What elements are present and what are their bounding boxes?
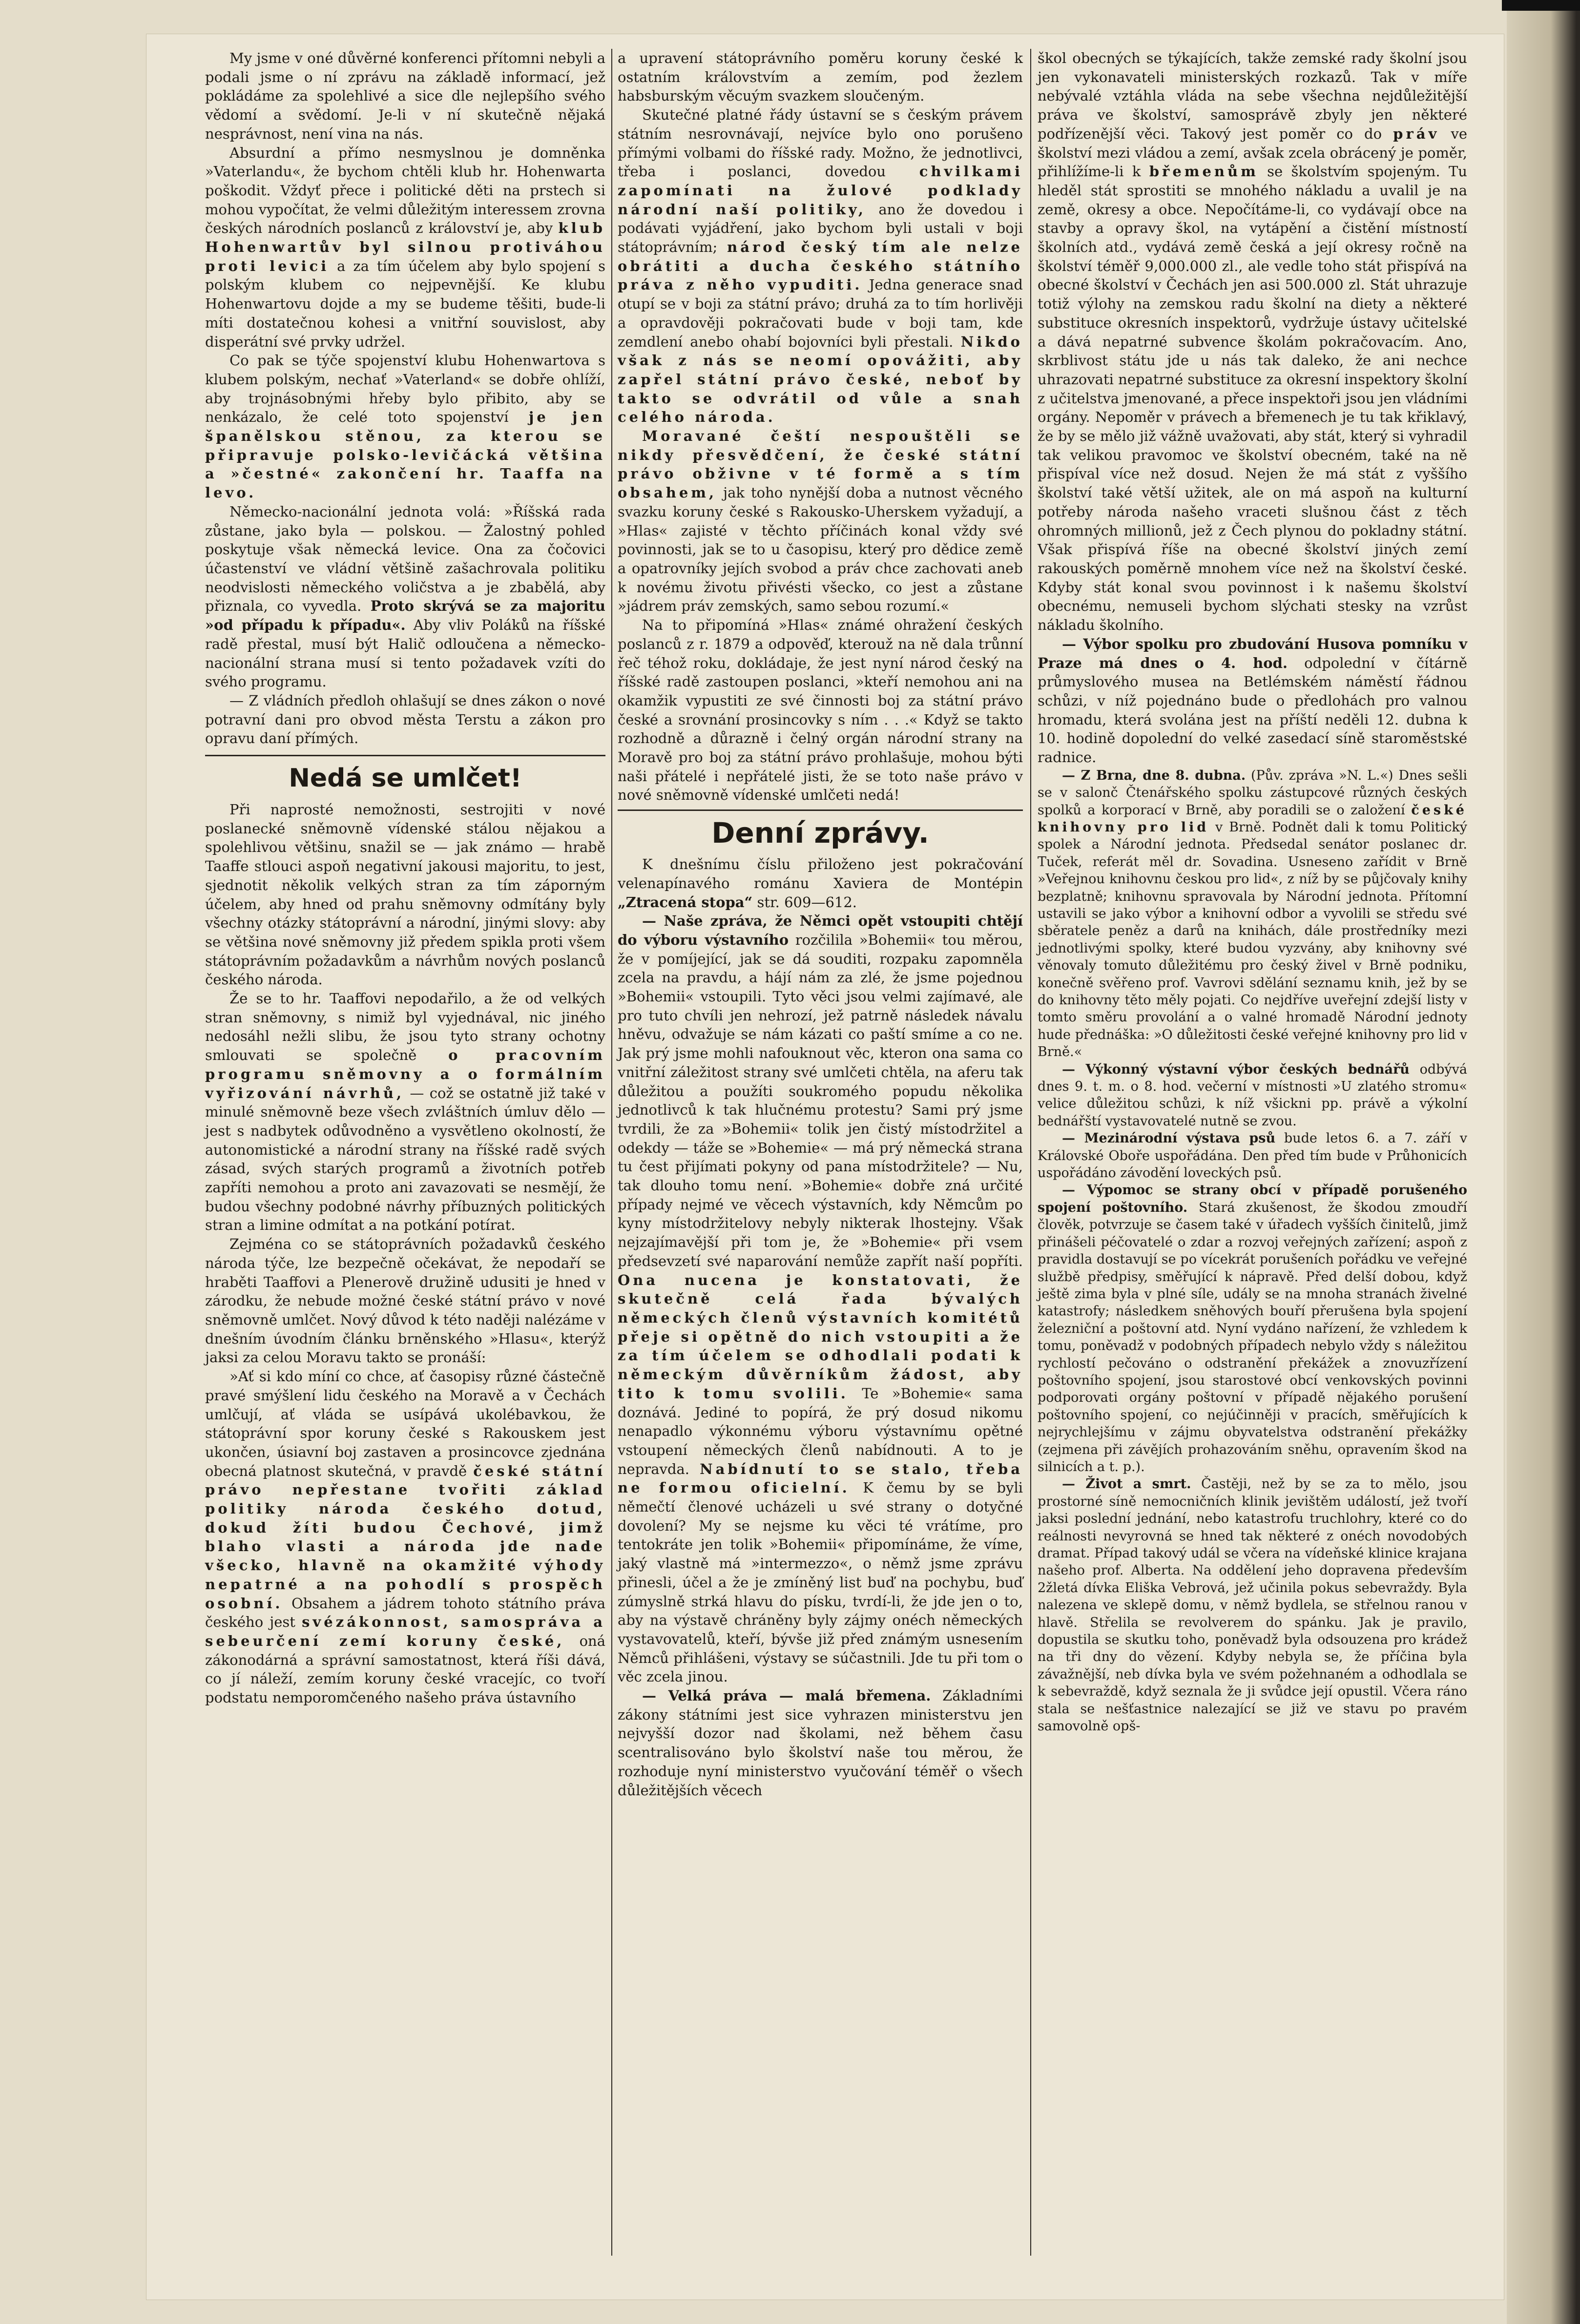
paragraph: — Výkonný výstavní výbor českých bednářů odbývá dnes 9. t. m. o 8. hod. večerní v místnosti »U zlatého stromu« velice důležitou schůzi, k níž všickni pp. právě a výkolní bednářští vystavovatelé nutně se zvou. [1038, 1061, 1467, 1129]
paragraph: Skutečné platné řády ústavní se s českým právem státním nesrovnávají, nejvíce bylo ono porušeno přímými volbami do říšské rady. Možno, že jednotlivci, třeba i poslanci, dovedou chvilkami zapomínati na žulové podklady národní naší politiky, ano že dovedou i podávati vyjádření, jako bychom byli ustali v boji státoprávním; národ český tím ale nelze obrátiti a ducha českého státního práva z něho vypuditi. Jedna generace snad otupí se v boji za státní právo; druhá za to tím horlivěji a opravdověji pokračovati bude v boji tam, kde zemdlení anebo ohabí bojovníci byli přestali. Nikdo však z nás se neomí opovážiti, aby zapřel státní právo české, neboť by takto se odvrátil od vůle a snah celého národa. [618, 106, 1023, 426]
paragraph: Moravané čeští nespouštěli se nikdy přesvědčení, že české státní právo obživne v té formě a s tím obsahem, jak toho nynější doba a nutnost věcného svazku koruny české s Rakousko-Uherskem vyžadují, a »Hlas« zajisté v těchto příčinách konal vždy své povinnosti, jak se to u časopisu, který pro dědice země a opatrovníky jejích svobod a práv chce zachovati aneb k novému životu přivésti všecko, co jest a zůstane »jádrem práv zemských, samo sebou rozumí.« [618, 428, 1023, 615]
paragraph: »Ať si kdo míní co chce, ať časopisy různé částečně pravé smýšlení lidu českého na Moravě a v Čechách umlčují, ať vláda se usípává ukolébavkou, že státoprávní spor koruny české s Rakouskem jest ukončen, úsiavní boj zastaven a prosincovce zjednána obecná platnost skutečná, v pravdě české státní právo nepřestane tvořiti základ politiky národa českého dotud, dokud žíti budou Čechové, jimž blaho vlasti a národa jde nade všecko, hlavně na okamžité výhody nepatrné a na pohodlí s prospěch osobní. Obsahem a jádrem tohoto státního práva českého jest svézákonnost, samospráva a sebeurčení zemí koruny české, oná zákonodárná a správní samostatnost, která říši dává, co jí náleží, zemím koruny české vracejíc, co tvoří podstatu nemporomčeného našeho práva ústavního [205, 1368, 606, 1706]
column-rule-1 [611, 49, 612, 2256]
paragraph: a upravení státoprávního poměru koruny české k ostatním královstvím a zemím, pod žezlem habsburským věcuým svazkem sloučeným. [618, 50, 1023, 104]
paragraph: — Velká práva — malá břemena. Základními zákony státními jest sice vyhrazen ministerstvu jen nejvyšší dozor nad školami, než během času scentralisováno bylo školství naše tou měrou, že rozhoduje nyní ministerstvo vyučování téměř o všech důležitějších věcech [618, 1687, 1023, 1799]
top-strip [1502, 0, 1580, 11]
column-2 [618, 49, 1023, 1800]
paragraph: My jsme v oné důvěrné konferenci přítomni nebyli a podali jsme o ní zprávu na základě informací, jež pokládáme za spolehlivé a sice dle nejlepšího svého vědomí a svědomí. Je-li v ní skutečně nějaká nesprávnost, není vina na nás. [205, 50, 605, 142]
paragraph: — Výpomoc se strany obcí v případě porušeného spojení poštovního. Stará zkušenost, že škodou zmoudří člověk, potvrzuje se časem také v úřadech vyšších činitelů, jimž přinášeli péčovatelé o zdar a rozvoj veřejných zařízení; aspoň z pravidla dostavují se po vícekrát porušeních pořádku ve veřejné službě předpisy, směřující k nápravě. Před delší dobou, když ještě zima byla v plné síle, udály se na mnoha stranách živelné katastrofy; následkem sněhových bouří přerušena byla spojení železniční a poštovní atd. Nyní vydáno nařízení, že vzhledem k tomu, poněvadž v podobných případech nebylo vždy s náležitou rychlostí pečováno o odstranění překážek a znovuzřízení poštovního spojení, jsou starostové obcí venkovských povinni podporovati orgány poštovní v případě nějakého porušení poštovního spojení, co nejúčinněji v pracích, směřujících k nejrychlejšímu v zájmu obyvatelstva odstranění překážky (zejmena při závějích prohazováním sněhu, opravením škod na silnicích a t. p.). [1038, 1183, 1467, 1474]
paragraph: Na to připomíná »Hlas« známé ohražení českých poslanců z r. 1879 a odpověď, kterouž na ně dala trůnní řeč téhož roku, dokládaje, že jest nyní národ český na říšské radě zastoupen poslanci, »kteří nemohou ani na okamžik vypustiti ze své činnosti boj za státní právo české a srovnání prosincovky s ním . . .« Když se takto rozhodně a důrazně i čelný orgán národní strany na Moravě pro boj za státní právo prohlašuje, mohou býti naši přátelé i nepřátelé jisti, že se toto naše právo v nové sněmovně vídenské umlčeti nedá! [618, 617, 1023, 804]
paragraph: Že se to hr. Taaffovi nepodařilo, a že od velkých stran sněmovny, s nimiž byl vyjednával, nic jiného nedosáhl nežli slibu, že jsou tyto strany ochotny smlouvati se společně o pracovním programu sněmovny a o formálním vyřizování návrhů, — což se ostatně již také v minulé sněmovně beze všech zvláštních úmluv dělo — jest s nadbytek odůvodněno a vysvětleno okolností, že autonomistické a národní strany na říšské radě svých zásad, svých starých programů a životních potřeb zapříti nemohou a proto ani zavazovati se nesmějí, že budou všechny podobné návrhy příbuzných politických stran a limine odmítat a na potkání potírat. [205, 990, 605, 1234]
paragraph: — Výbor spolku pro zbudování Husova pomníku v Praze má dnes o 4. hod. odpolední v čítárně průmyslového musea na Betlémském náměstí řádnou schůzi, v níž pojednáno bude o předlohách pro valnou hromadu, která svolána jest na příští neděli 12. dubna k 10. hodině dopolední do velké zasedací síně staroměstské radnice. [1038, 635, 1468, 766]
paragraph: škol obecných se týkajících, takže zemské rady školní jsou jen vykonavateli ministerských rozkazů. Tak v míře nebývalé vztáhla vláda na sebe všechna nejdůležitější práva ve školství, samosprávě zbyly jen některé podřízenější věci. Takový jest poměr co do práv ve školství mezi vládou a zemí, avšak zcela obrácený je poměr, přihlížíme-li k břemenům se školstvím spojeným. Tu hleděl stát sprostiti se mnohého nákladu a uvalil je na země, okresy a obce. Nepočítáme-li, co vydávají obce na stavby a opravy škol, na vytápění a čistění místností školních atd., vydává země česká a její okresy ročně na školství téměř 9,000.000 zl., ale vedle toho stát přispívá na obecné školství v Čechách jen asi 500.000 zl. Stát uhrazuje totiž výlohy na zemskou radu školní na diety a některé substituce okresních inspektorů, vydržuje ústavy učitelské a dává nepatrné subvence školám pokračovacím. Ano, skrblivost státu jde u nás tak daleko, že ani nechce uhrazovati nepatrné substituce za okresní inspektory školní z učitelstva jmenované, a přece inspektoři jsou jen vládními orgány. Nepoměr v právech a břemenech je tu tak křiklavý, že by se mělo již vážně uvažovati, aby stát, který si vyhradil tak velikou pravomoc ve školství obecném, také na ně přispíval více než dosud. Nejen že má stát z vyššího školství také větší užitek, ale on má aspoň na kulturní potřeby národa našeho vraceti slušnou část z těch ohromných millionů, jež z Čech plynou do pokladny státní. Však přispívá říše na obecné školství jiných zemí rakouských poměrně mnohem více než na školství české. Kdyby stát konal svou povinnost i k našemu školství obecnému, nemuseli bychom slýchati stesky na vzrůst nákladu školního. [1038, 50, 1468, 634]
paragraph: — Z Brna, dne 8. dubna. (Pův. zpráva »N. L.«) Dnes sešli se v salonč Čtenářského spolku zástupcové různých českých spolků a korporací v Brně, aby poradili se o založení české knihovny pro lid v Brně. Podnět dali k tomu Politický spolek a Národní jednota. Předsedal senátor poslanec dr. Tuček, referát měl dr. Sovadina. Usneseno zařídit v Brně »Veřejnou knihovnu českou pro lid«, z níž by se půjčovaly knihy bezplatně; knihovnu spravovala by Národní jednota. Přítomní ustavili se jako výbor a knihovní odbor a vyvolili se středu své sběratele peněz a darů na knihách, dále prostředníky mezi jednotlivými spolky, které budou vyzvány, aby knihovny své věnovaly tomuto důležitému pro český živel v Brně podniku, konečně svěřeno prof. Vavrovi sdělání seznamu knih, jež by se do knihovny těto měly pojati. Co nejdříve uveřejní zdejší listy v tomto směru provolání a o valné hromadě Národní jednoty hude přednáška: »O důležitosti české veřejné knihovny pro lid v Brně.« [1038, 768, 1467, 1060]
section-heading: Denní zprávy. [618, 809, 1023, 852]
paragraph: — Naše zpráva, že Němci opět vstoupiti chtějí do výboru výstavního rozčilila »Bohemii« tou měrou, že v pomíjející, jak se dá souditi, rozpaku zapomněla zcela na pravdu, a hájí nám za zlé, že jsme pojednou »Bohemii« vstoupili. Tyto věci jsou velmi zajímavé, ale pro tuto chvíli jen nehrozí, jež patrně následek návalu hněvu, odvažuje se nám kázati co paští smíme a co ne. Jak prý jsme mohli nafouknout věc, kteron ona sama co vnitřní záležitost strany své umlčeti chtěla, na aferu tak důležitou a použíti soukromého popudu několika jednotlivců k tak hlučnému protestu? Sami prý jsme tvrdili, že za »Bohemii« tolik jen čistý místodržitel a odekdy — táže se »Bohemie« — má prý německá strana tu čest přijímati pokyny od pana místodržitele? — Nu, tak dlouho tomu není. »Bohemie« dobře zná určité případy nejmé ve věcech výstavních, kdy Němcům po kyny místodržitelovy nebyly nikterak lhostejny. Však nejzajímavější při tom je, že »Bohemie« při vsem předsevzetí své naparování nemůže zapřít naší popříti. Ona nucena je konstatovati, že skutečně celá řada bývalých německých členů výstavních komitétů přeje si opětně do nich vstoupiti a že za tím účelem se odhodlali podati k německým důvěrníkům žádost, aby tito k tomu svolili. Te »Bohemie« sama doznává. Jediné to popírá, že prý dosud nikomu nenapadlo výkonnému výboru výstavnímu opětné vstoupení německých členů nabídnouti. A to je nepravda. Nabídnutí to se stalo, třeba ne formou oficielní. K čemu by se byli němečtí členové ucházeli u své strany o dotyčné dovolení? My se nejsme ku věci té vrátíme, pro tentokráte jen tolik »Bohemii« připomínáme, že víme, jaký vlastně má »intermezzo«, o němž jsme zprávu přinesli, účel a že je zmíněný list buď na pochybu, buď zúmyslně strká hlavu do písku, tvrdí-li, že jde jen o to, aby na výstavě chráněny byly zájmy onéch německých vystavovatelů, kteří, bývše již před známým usnesením Němců přihlášeni, výstavy se súčastnili. Jde tu při tom o věc zcela jinou. [618, 913, 1023, 1685]
paragraph: — Mezinárodní výstava psů bude letos 6. a 7. září v Královské Oboře uspořádána. Den před tím bude v Průhonicích uspořádáno závodění loveckých psů. [1038, 1131, 1467, 1181]
paragraph: Při naprosté nemožnosti, sestrojiti v nové poslanecké sněmovně vídenské stálou nějakou a spolehlivou většinu, snažil se — jak známo — hrabě Taaffe stlouci aspoň negativní jakousi majoritu, to jest, sjednotit několik velkých stran za tím záporným účelem, aby hned od prahu sněmovny odmítány byly všechny otázky státoprávní a národní, jinými slovy: aby se většina nové sněmovny již předem spikla proti všem státoprávním požadavkům a návrhům nových poslanců českého národa. [205, 801, 605, 988]
column-1 [205, 49, 605, 1707]
paragraph: Zejména co se státoprávních požadavků českého národa týče, lze bezpečně očekávat, že nepodaří se hraběti Taaffovi a Plenerově družině udusiti je hned v zárodku, že nebude možné české státní právo v nové sněmovně umlčet. Nový důvod k této naději nalézáme v dnešním úvodním článku brněnského »Hlasu«, kterýž jaksi za celou Moravu takto se pronáší: [205, 1236, 605, 1366]
paragraph: Absurdní a přímo nesmyslnou je domněnka »Vaterlandu«, že bychom chtěli klub hr. Hohenwarta poškodit. Vždyť přece i politické děti na prstech si mohou vypočítat, že velmi důležitým interessem zrovna českých národních poslanců z království je, aby klub Hohenwartův byl silnou protiváhou proti levici a za tím účelem aby bylo spojení s polským klubem co nejpevnější. Ke klubu Hohenwartovu dojde a my se budeme těšiti, bude-li míti dostatečnou kohesi a vnitřní souvislost, aby disperátní své prvky udržel. [205, 144, 606, 350]
paragraph: Německo-nacionální jednota volá: »Říšská rada zůstane, jako byla — polskou. — Žalostný pohled poskytuje však německá levice. Ona za čočovici účastenství ve vládní většině zašachrovala politiku neodvislosti německého voličstva a je zbabělá, aby přiznala, co vyvedla. Proto skrývá se za majoritu »od případu k případu«. Aby vliv Poláků na říšské radě přestal, musí být Halič odloučena a německo-nacionální strana musí si tento požadavek vzíti do svého programu. [205, 503, 606, 690]
column-rule-2 [1030, 49, 1031, 2256]
paragraph: — Život a smrt. Častěji, než by se za to mělo, jsou prostorné síně nemocničních klinik jevištěm událostí, jež tvoří jaksi poslední jednání, nebo katastrofu truchlohry, které co do reálnosti nevyrovná se hned tak některé z onéch novodobých dramat. Případ takový udál se včera na vídeňské klinice krajana našeho prof. Alberta. Na oddělení jeho dopravena především 2žletá dívka Eliška Vebrová, jež učinila pokus sebevraždy. Byla nalezena ve sklepě domu, v němž bydlela, se střelnou ranou v hlavě. Střelila se revolverem do spánku. Jak je pravilo, dopustila se skutku toho, poněvadž byla odsouzena pro krádež na tři dny do vězení. Kdyby nebyla se, že příčina byla závažnější, neb dívka byla ve svém požehnaném a odhodlala se k sebevraždě, když seznala že ji svůdce její opustil. Včera ráno stala se nešťastnice nalezající se již ve stavu po pravém samovolně opš- [1038, 1476, 1467, 1734]
paragraph: Co pak se týče spojenství klubu Hohenwartova s klubem polským, nechať »Vaterland« se dobře ohlíží, aby trojnásobnými hřeby bylo přibito, aby se nenkázalo, že celé toto spojenství je jen španělskou stěnou, za kterou se připravuje polsko-levičácká většina a »čestné« zakončení hr. Taaffa na levo. [205, 352, 606, 501]
column-3 [1038, 49, 1467, 1735]
paragraph: — Z vládních předloh ohlašují se dnes zákon o nové potravní dani pro obvod města Terstu a zákon pro opravu daní přímých. [205, 692, 605, 747]
section-heading: Nedá se umlčet! [205, 755, 605, 795]
page-edge [1507, 0, 1580, 2324]
paragraph: K dnešnímu číslu přiloženo jest pokračování velenapínavého románu Xaviera de Montépin „Ztracená stopa“ str. 609—612. [618, 856, 1023, 911]
